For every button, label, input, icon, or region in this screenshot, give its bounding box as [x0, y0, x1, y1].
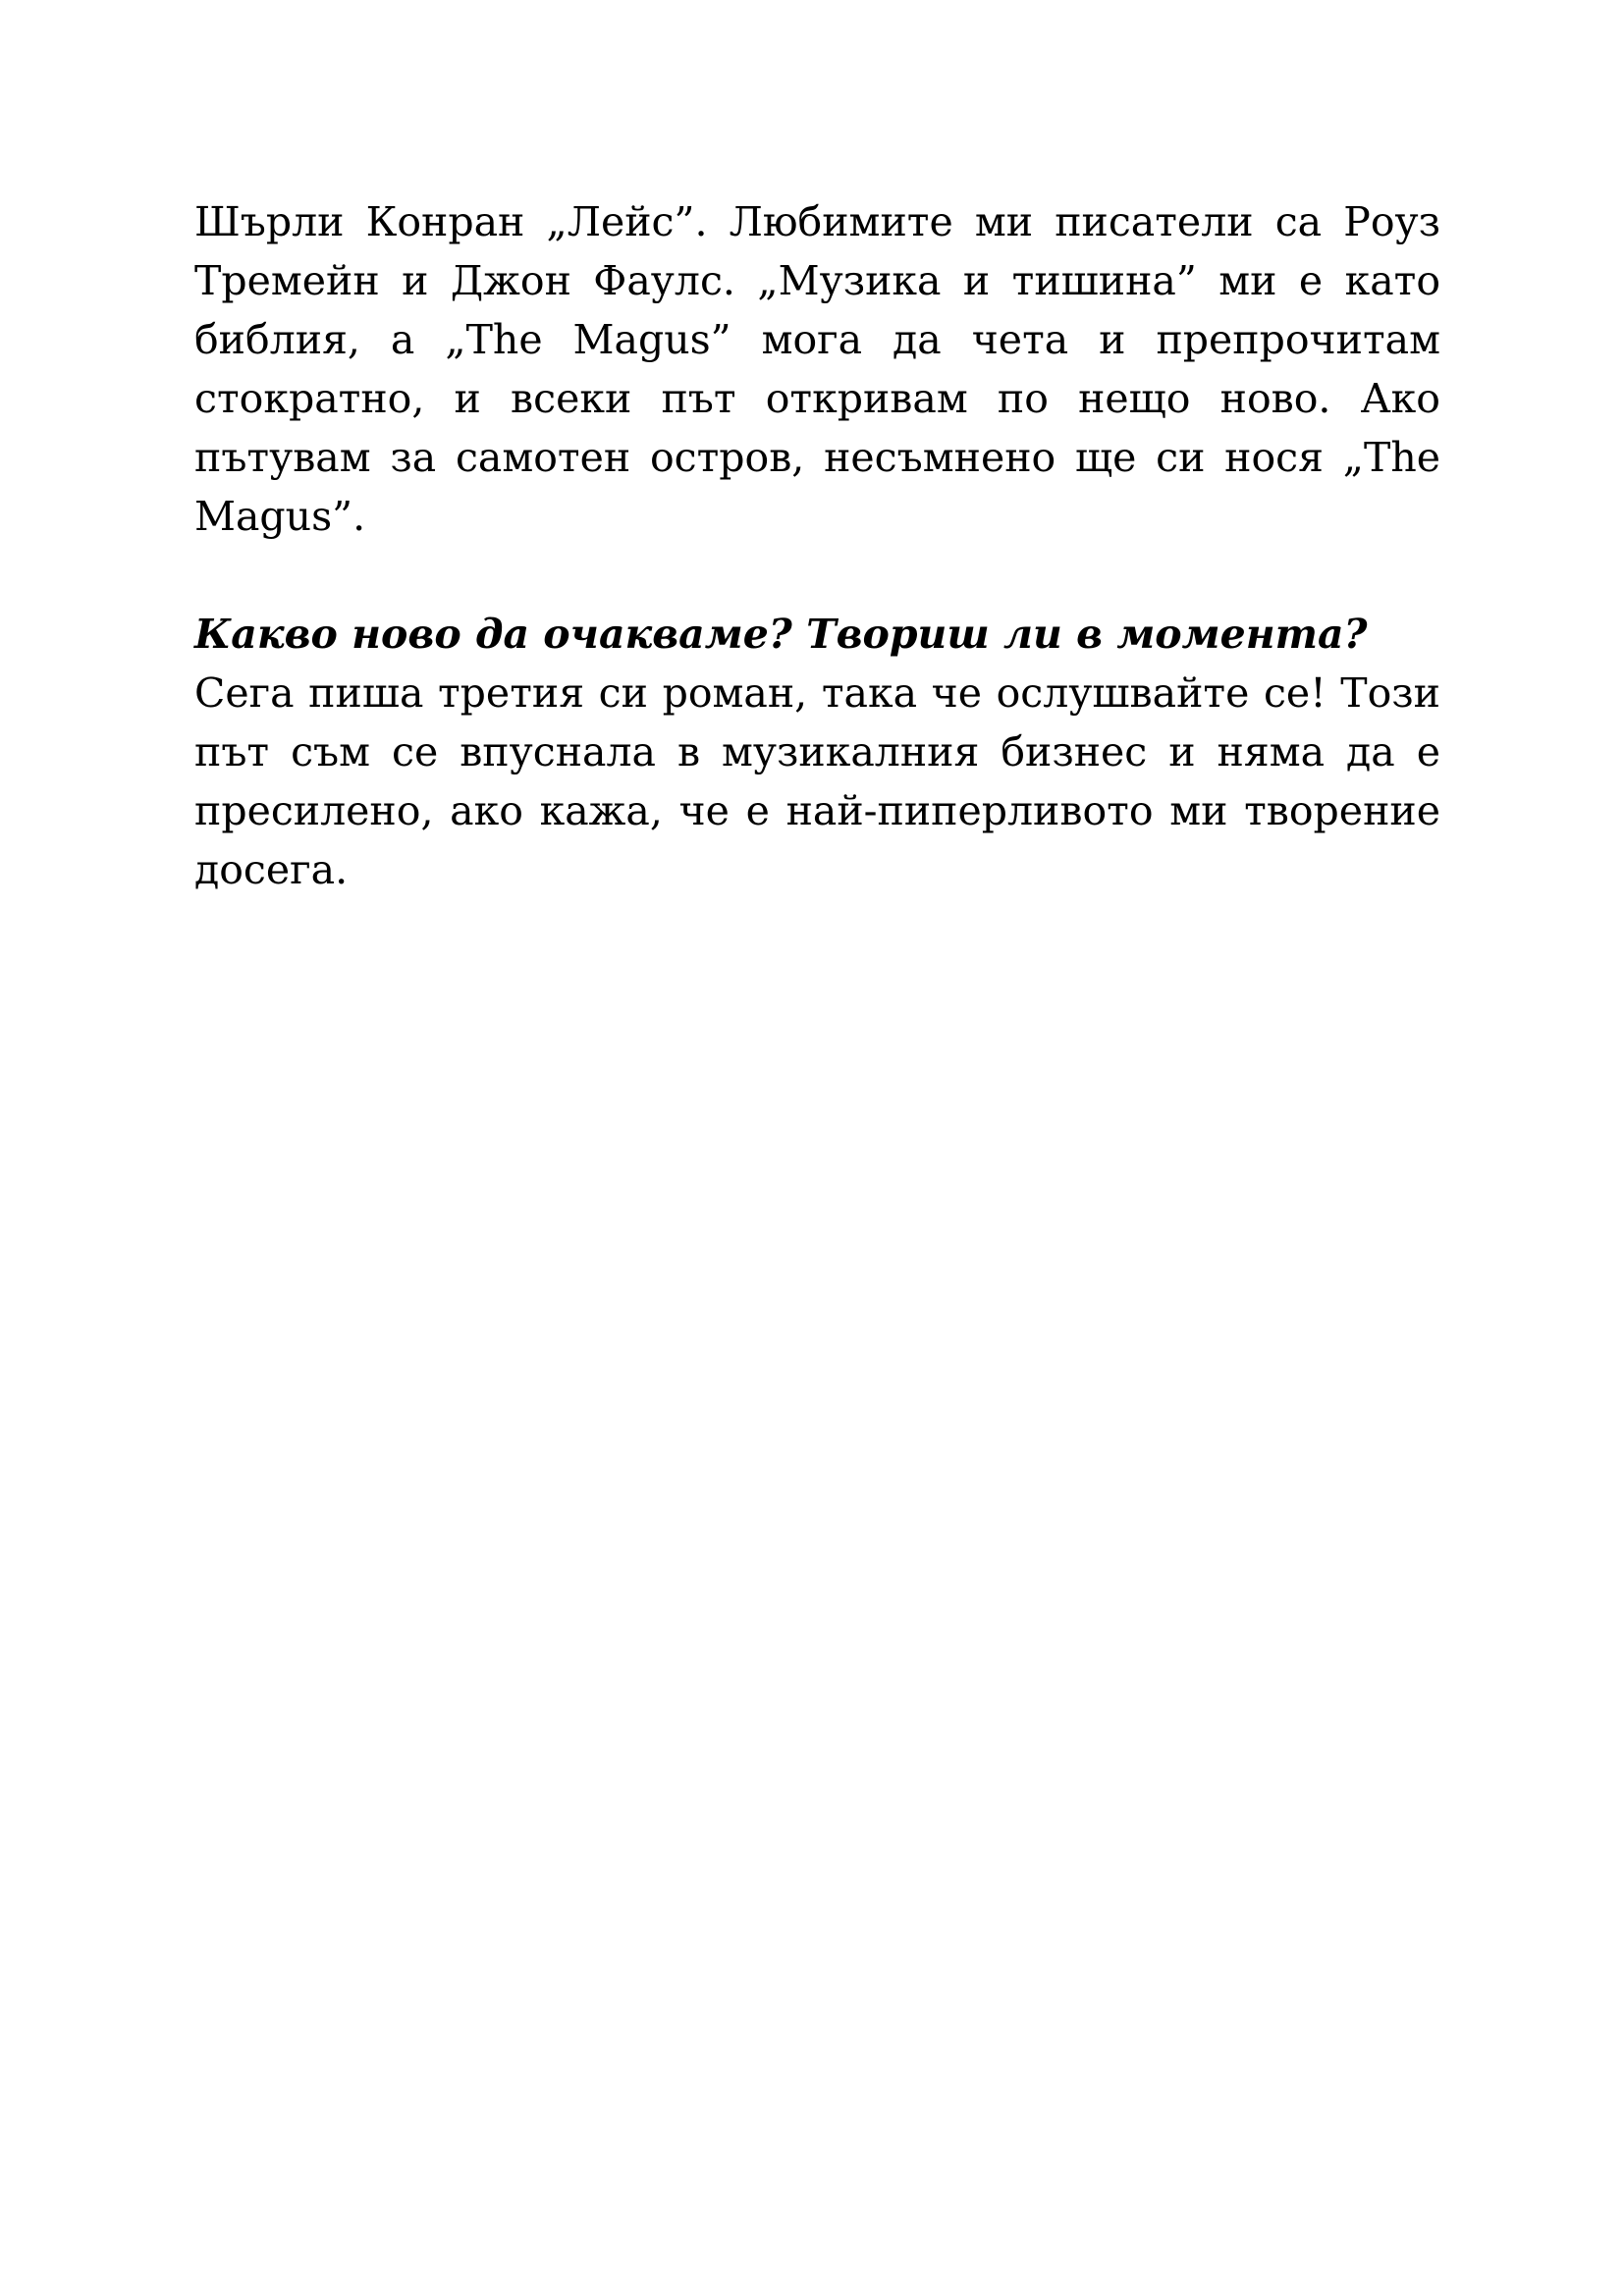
page-body	[194, 192, 1440, 899]
paragraph-spacer	[194, 546, 1440, 605]
interview-answer: Сега пиша третия си роман, така че ослушвайте се! Този път съм се впуснала в музикалния бизнес и няма да е пресилено, ако кажа, че е най-пиперливото ми творение досега.	[194, 669, 1440, 893]
body-paragraph: Шърли Конран „Лейс”. Любимите ми писатели са Роуз Тремейн и Джон Фаулс. „Музика и тишина” ми е като библия, а „The Magus” мога да чета и препрочитам стократно, и всеки път откривам по нещо ново. Ако пътувам за самотен остров, несъмнено ще си нося „The Magus”.	[194, 198, 1440, 540]
interview-question: Какво ново да очакваме? Твориш ли в момента?	[194, 611, 1368, 658]
